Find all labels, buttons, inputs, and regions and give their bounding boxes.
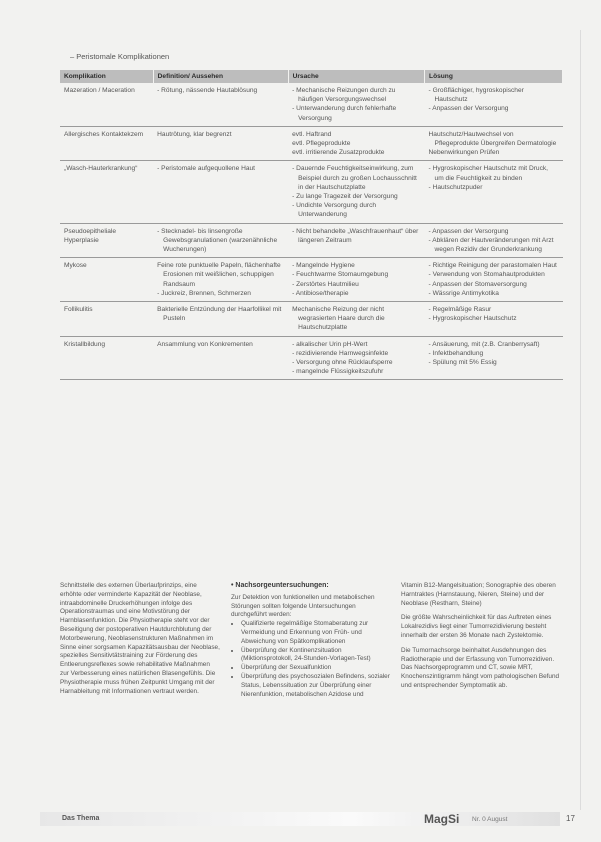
list-item: - Infektbehandlung (428, 349, 484, 357)
complication-name: Pseudoepitheliale Hyperplasie (60, 223, 153, 258)
definition-cell (153, 336, 288, 380)
list-item: • Überprüfung der Sexualfunktion (241, 664, 391, 673)
table-header-row (60, 70, 563, 83)
list-item: - Großflächiger, hygroskopischer Hautschutz (428, 87, 524, 104)
list-item: - Anpassen der Versorgung (428, 105, 509, 113)
definition-cell-list (157, 227, 284, 255)
margin-rule (580, 30, 595, 810)
section-label: Das Thema (62, 815, 100, 822)
list-item: - Unterwanderung durch fehlerhafte Versorgung (292, 105, 397, 122)
list-item: evtl. Pflegeprodukte (292, 140, 351, 148)
list-item: • Überprüfung des psychosozialen Befindens, sozialer Status, Lebenssituation zur Überprüfung einer Nierenfunktion, metabolischen Azidose und (241, 673, 391, 699)
list-item: - Hygroskopischer Hautschutz mit Druck, um die Feuchtigkeit zu binden (428, 165, 549, 182)
list-item: - Stecknadel- bis linsengroße Gewebsgranulationen (warzenähnliche Wucherungen) (157, 227, 278, 254)
complication-name: Kristallbildung (60, 336, 153, 380)
list-item: - Rötung, nässende Hautablösung (157, 87, 258, 94)
table-row (60, 302, 563, 337)
list-item: - Regelmäßige Rasur (428, 306, 492, 314)
list-item: - Mangelnde Hygiene (292, 262, 355, 270)
cause-cell (288, 126, 424, 161)
list-item: - Peristomale aufgequollene Haut (157, 165, 256, 173)
list-item: - alkalischer Urin pH-Wert (292, 340, 368, 348)
right-paragraph-1: Vitamin B12-Mangelsituation; Sonographie des oberen Harntraktes (Harnstauung, Nieren, Steine) und der Neoblase (Restharn, Steine) (401, 582, 556, 607)
cause-cell-list (292, 164, 420, 219)
list-item: - Antibiose/therapie (292, 289, 349, 297)
list-item: - Mechanische Reizungen durch zu häufigen Versorgungswechsel (292, 87, 396, 104)
complication-name: Allergisches Kontaktekzem (60, 126, 153, 161)
list-item: - Ansäuerung, mit (z.B. Cranberrysaft) (428, 340, 540, 348)
header-ursache: Ursache (288, 70, 424, 83)
list-item: - Anpassen der Stomaversorgung (428, 280, 527, 288)
list-item: Hautschutz/Hautwechsel von Pflegeprodukte Übergreifen Dermatologie (428, 130, 557, 148)
list-item: - Zu lange Tragezeit der Versorgung (292, 193, 398, 201)
list-item: Nebenwirkungen Prüfen (428, 149, 500, 157)
cause-cell-list (292, 227, 420, 245)
list-item: evtl. Haftrand (292, 130, 332, 138)
list-item: Bakterielle Entzündung der Haarfollikel mit Pusteln (157, 306, 282, 323)
table-caption: – Peristomale Komplikationen (70, 52, 170, 61)
cause-cell-list (292, 305, 420, 333)
definition-cell-list (157, 340, 284, 349)
list-item: - Verwendung von Stomahautprodukten (428, 271, 545, 279)
table-row (60, 258, 563, 302)
cause-cell-list (292, 130, 420, 158)
list-item: - Zerstörtes Hautmilieu (292, 280, 359, 288)
magazine-logo: MagSi (424, 812, 460, 826)
list-item: - Undichte Versorgung durch Unterwanderung (292, 202, 377, 219)
right-paragraph-3: Die Tumornachsorge beinhaltet Ausdehnungen des Radiotherapie und der Erfassung von Tumorrezidiven. Das Nachsorgeprogramm und CT, sowie MRT, Knochenszintigramm hängt vom pathologischen Befund und entsprechender Symptomatik ab. (401, 646, 560, 689)
table-row (60, 83, 563, 126)
header-definition: Definition/ Aussehen (153, 70, 288, 83)
definition-cell-list (157, 130, 284, 139)
list-item: • Qualifizierte regelmäßige Stomaberatung zur Vermeidung und Erkennung von Früh- und Abweichung von Spätkomplikationen (241, 620, 391, 646)
list-item: Ansammlung von Konkrementen (157, 340, 253, 348)
cause-cell (288, 336, 424, 380)
list-item: - Abklären der Hautveränderungen mit Arzt wegen Rezidiv der Grunderkrankung (428, 236, 554, 254)
page-footer (0, 806, 601, 830)
page-number: 17 (566, 814, 575, 823)
cause-cell-list (292, 261, 420, 298)
right-paragraph-2: Die größte Wahrscheinlichkeit für das Auftreten eines Lokalrezidivs liegt einer Tumorrezidivierung besteht innerhalb der ersten 36 Monate nach Zystektomie. (401, 614, 552, 639)
complication-name: „Wasch-Hauterkrankung“ (60, 161, 153, 223)
list-item: - Richtige Reinigung der parastomalen Haut (428, 262, 557, 270)
cause-cell (288, 302, 424, 337)
table-row (60, 223, 563, 258)
solution-cell-list (429, 305, 559, 323)
definition-cell (153, 223, 288, 258)
right-column (401, 582, 563, 697)
definition-cell (153, 302, 288, 337)
list-item: Mechanische Reizung der nicht wegrasierten Haare durch die Hautschutzplatte (292, 306, 385, 332)
definition-cell-list (157, 86, 284, 95)
complication-name: Follikulitis (60, 302, 153, 337)
header-loesung: Lösung (425, 70, 563, 83)
solution-cell-list (429, 340, 559, 368)
solution-cell (425, 223, 563, 258)
issue-label: Nr. 0 August (472, 816, 508, 823)
complication-name: Mazeration / Maceration (60, 83, 153, 126)
solution-cell (425, 336, 563, 380)
solution-cell-list (429, 130, 559, 158)
followup-intro: Zur Detektion von funktionellen und metabolischen Störungen sollten folgende Untersuchungen durchgeführt werden: (231, 593, 375, 619)
complication-name: Mykose (60, 258, 153, 302)
list-item: - Hautschutzpuder (428, 183, 483, 191)
list-item: Feine rote punktuelle Papeln, flächenhafte Erosionen mit weißlichen, schuppigen Randsaum (157, 262, 281, 288)
table-row (60, 336, 563, 380)
list-item: - Versorgung ohne Rücklaufsperre (292, 359, 393, 367)
solution-cell (425, 258, 563, 302)
list-item: - Juckreiz, Brennen, Schmerzen (157, 289, 251, 297)
definition-cell (153, 83, 288, 126)
definition-cell (153, 258, 288, 302)
cause-cell (288, 258, 424, 302)
list-item: Hautrötung, klar begrenzt (157, 130, 232, 138)
list-item: evtl. irritierende Zusatzprodukte (292, 149, 385, 157)
definition-cell-list (157, 305, 284, 323)
definition-cell (153, 126, 288, 161)
solution-cell (425, 83, 563, 126)
left-column-text: Schnittstelle des externen Überlaufprinzips, eine erhöhte oder verminderte Kapazität der Neoblase, intraabdominelle Druckerhöhungen infolge des Operationstraumas und eine Motivstörung der Harnblasenfunktion. Die Physiotherapie steht vor der Beseitigung der postoperativen Hautdurchblutung der Motorbewerung, Neoblasenstrukturen Maßnahmen im Sinne einer sorgsamen Kapazitätsausbau der Neoblase, spezielles Sensitivtätstraining zur Förderung des Entleerungsreflexes sowie rehabilitative Maßnahmen zur Verbesserung eines natürlichen Blasengefühls. Die Physiotherapie muss frühen Zeitpunkt Umgang mit der Harnableitung mit Informationen vertraut werden. (60, 582, 220, 695)
table-body (60, 83, 563, 380)
solution-cell-list (429, 227, 559, 255)
list-item: - Nicht behandelte „Waschfrauenhaut“ über längeren Zeitraum (292, 227, 419, 244)
solution-cell (425, 126, 563, 161)
definition-cell-list (157, 164, 284, 173)
solution-cell-list (429, 261, 559, 298)
list-item: - Dauernde Feuchtigkeitseinwirkung, zum Beispiel durch zu großen Lochausschnitt in der Hautschutzplatte (292, 165, 417, 191)
list-item: - rezidivierende Harnwegsinfekte (292, 349, 389, 357)
list-item: • Überprüfung der Kontinenzsituation (Miktionsprotokoll, 24-Stunden-Vorlagen-Test) (241, 647, 391, 665)
list-item: - Hygroskopischer Hautschutz (428, 315, 517, 323)
solution-cell-list (429, 86, 559, 114)
cause-cell-list (292, 340, 420, 377)
complications-table (60, 70, 563, 380)
definition-cell-list (157, 261, 284, 298)
definition-cell (153, 161, 288, 223)
list-item: - mangelnde Flüssigkeitszufuhr (292, 368, 384, 376)
solution-cell (425, 161, 563, 223)
cause-cell (288, 223, 424, 258)
list-item: - Feuchtwarme Stomaumgebung (292, 271, 389, 279)
solution-cell-list (429, 164, 559, 192)
middle-column (231, 582, 391, 699)
header-komplikation: Komplikation (60, 70, 153, 83)
table-row (60, 161, 563, 223)
table-row (60, 126, 563, 161)
list-item: - Anpassen der Versorgung (428, 227, 509, 235)
list-item: - Spülung mit 5% Essig (428, 359, 497, 367)
cause-cell (288, 161, 424, 223)
cause-cell-list (292, 86, 420, 123)
followup-list (231, 620, 391, 699)
solution-cell (425, 302, 563, 337)
cause-cell (288, 83, 424, 126)
list-item: - Wässrige Antimykotika (428, 289, 499, 297)
followup-heading: • Nachsorgeuntersuchungen: (231, 582, 329, 589)
